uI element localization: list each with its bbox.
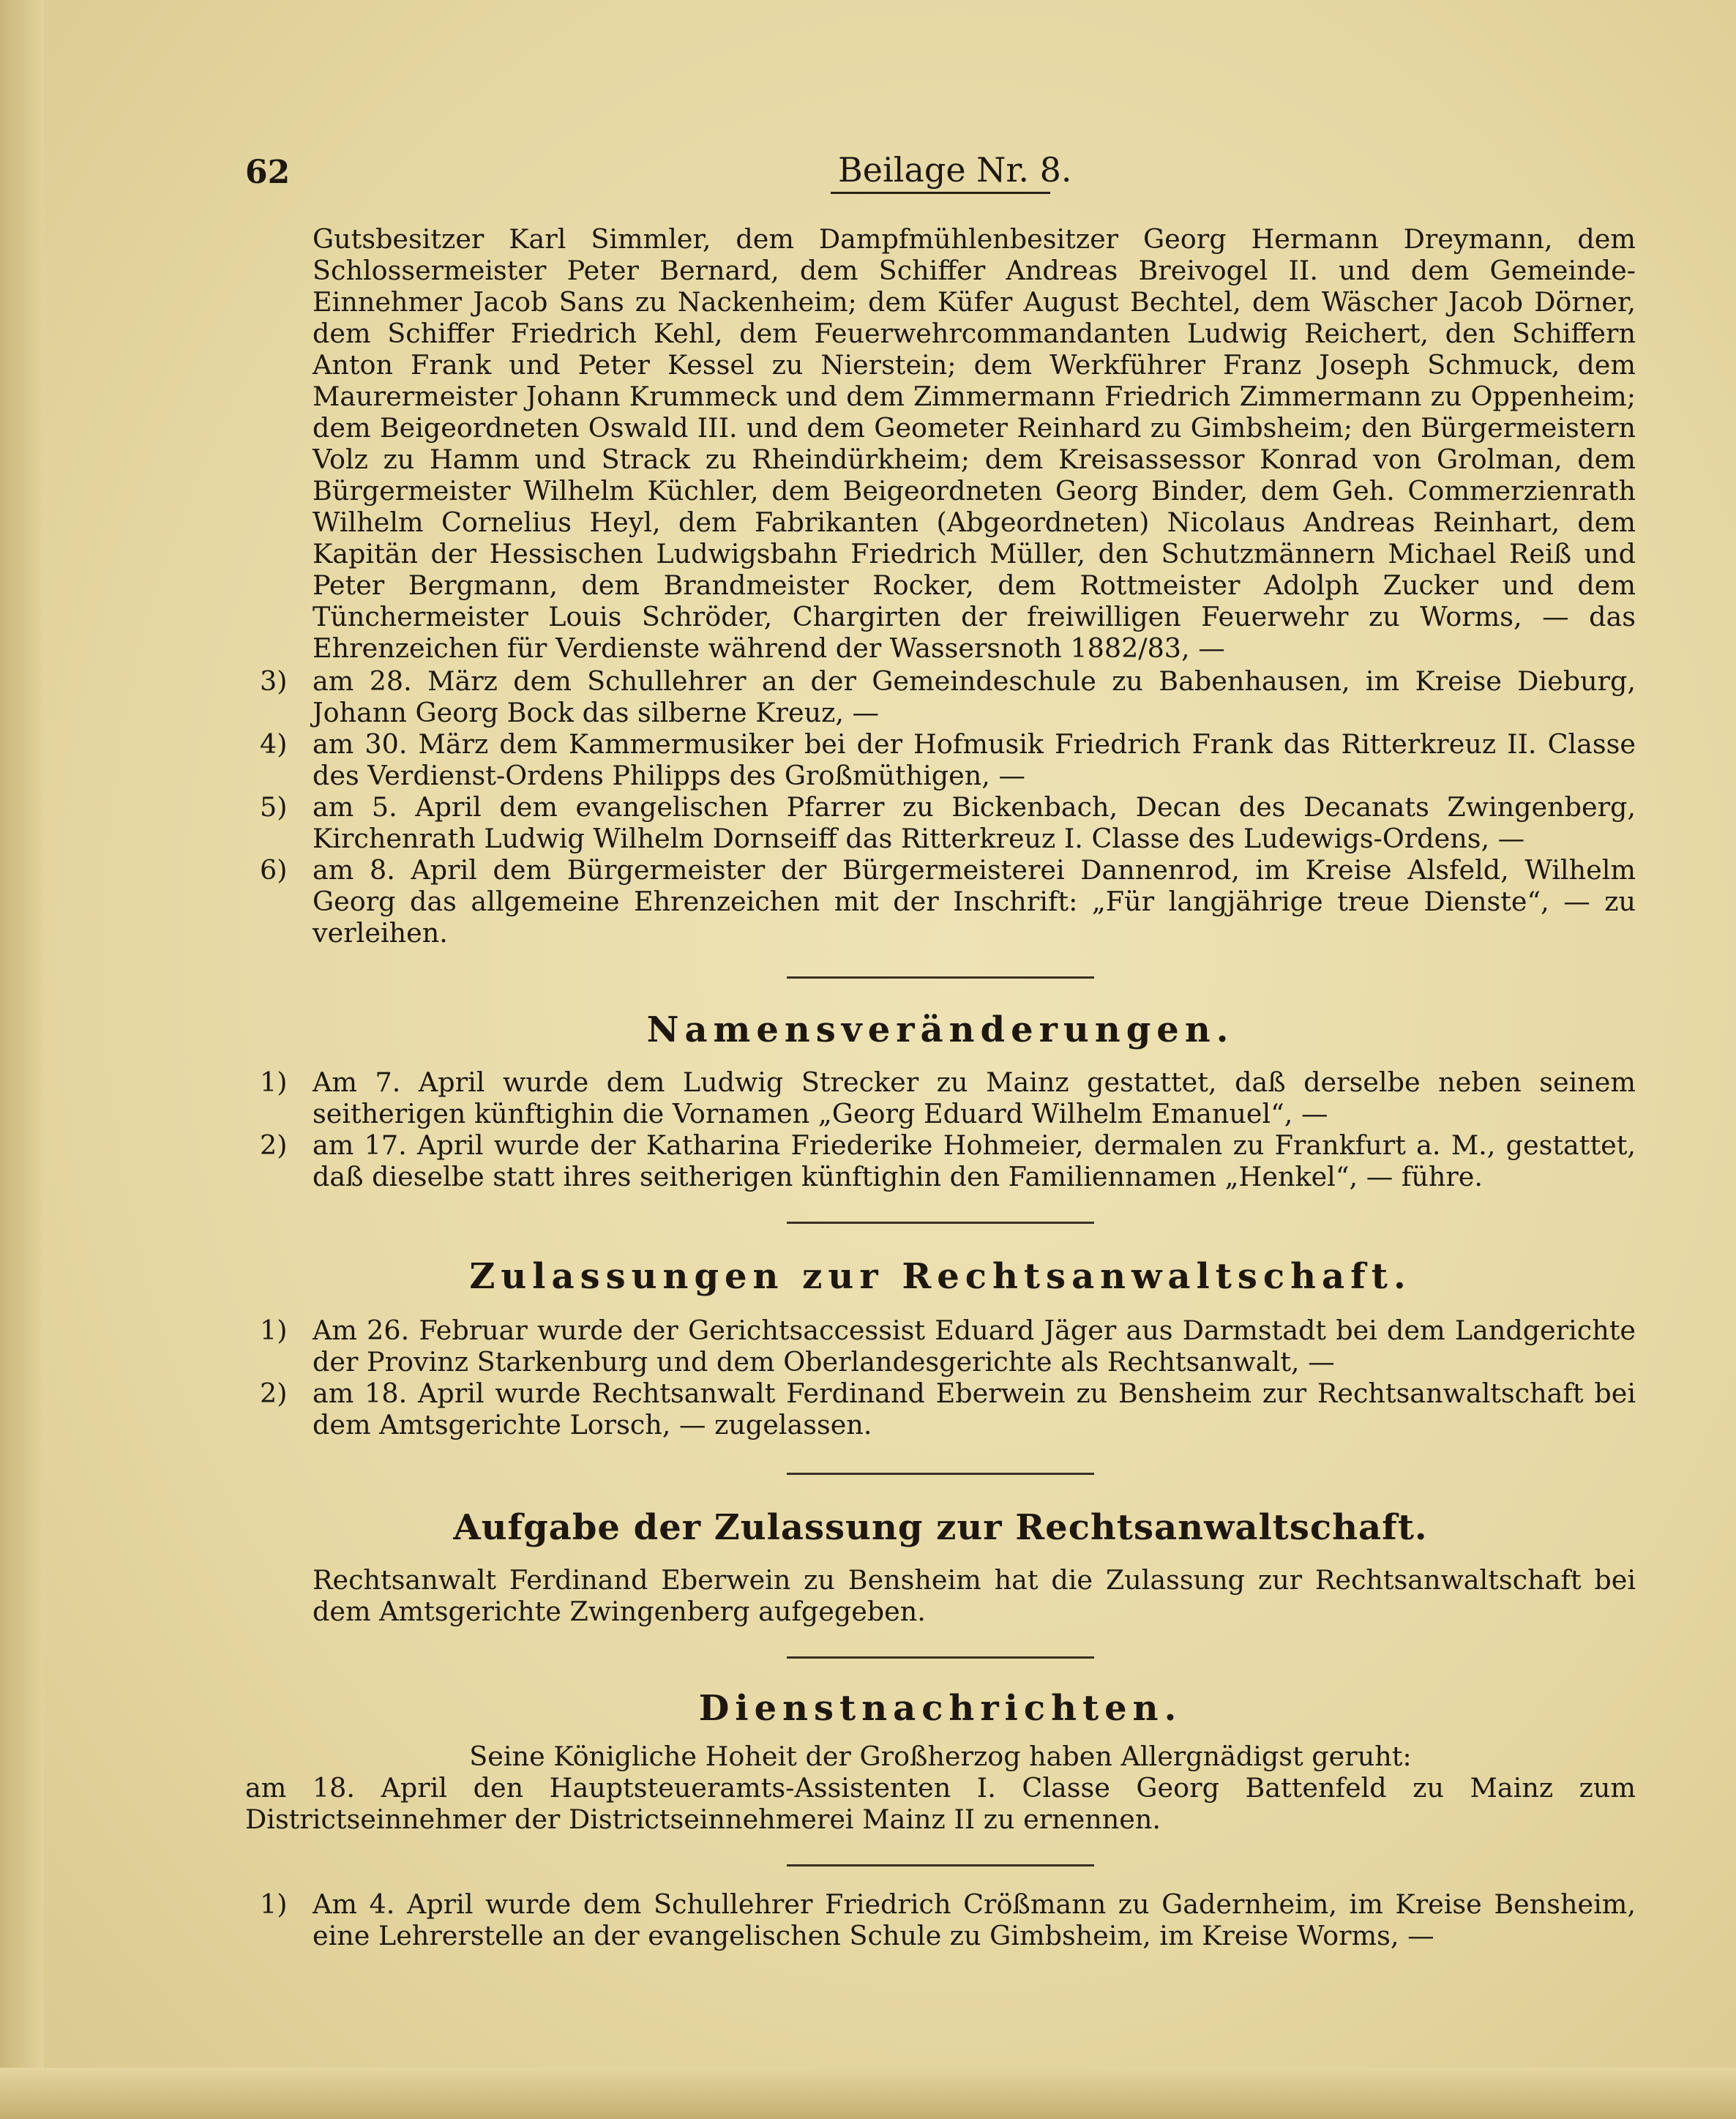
intro-paragraph: Gutsbesitzer Karl Simmler, dem Dampfmühlenbesitzer Georg Hermann Dreymann, dem Schlossermeister Peter Bernard, dem Schiffer Andreas Breivogel II. und dem Gemeinde-Einnehmer Jacob Sans zu Nackenheim; dem Küfer August Bechtel, dem Wäscher Jacob Dörner, dem Schiffer Friedrich Kehl, dem Feuerwehrcommandanten Ludwig Reichert, den Schiffern Anton Frank und Peter Kessel zu Nierstein; dem Werkführer Franz Joseph Schmuck, dem Maurermeister Johann Krummeck und dem Zimmermann Friedrich Zimmermann zu Oppenheim; dem Beigeordneten Oswald III. und dem Geometer Reinhard zu Gimbsheim; den Bürgermeistern Volz zu Hamm und Strack zu Rheindürkheim; dem Kreisassessor Konrad von Grolman, dem Bürgermeister Wilhelm Küchler, dem Beigeordneten Georg Binder, dem Geh. Commerzienrath Wilhelm Cornelius Heyl, dem Fabrikanten (Abgeordneten) Nicolaus Andreas Reinhart, dem Kapitän der Hessischen Ludwigsbahn Friedrich Müller, den Schutzmännern Michael Reiß und Peter Bergmann, dem Brandmeister Rocker, dem Rottmeister Adolph Zucker und dem Tünchermeister Louis Schröder, Chargirten der freiwilligen Feuerwehr zu Worms, — das Ehrenzeichen für Verdienste während der Wassersnoth 1882/83, —: [313, 223, 1636, 664]
item-text: am 5. April dem evangelischen Pfarrer zu Bickenbach, Decan des Decanats Zwingenberg, Kirchenrath Ludwig Wilhelm Dornseiff das Ritterkreuz I. Classe des Ludewigs-Ordens, —: [313, 791, 1636, 854]
list-item: [245, 1888, 1636, 1951]
section-heading-surrender: Aufgabe der Zulassung zur Rechtsanwaltschaft.: [453, 1507, 1428, 1548]
page-number: 62: [245, 154, 291, 191]
section-heading-admissions: Zulassungen zur Rechtsanwaltschaft.: [469, 1256, 1412, 1297]
service-subline: Seine Königliche Hoheit der Großherzog haben Allergnädigst geruht:: [469, 1741, 1412, 1772]
item-number: 2): [260, 1378, 288, 1409]
list-item: [245, 1378, 1636, 1440]
header-underline: [831, 192, 1050, 194]
item-number: 2): [260, 1129, 288, 1161]
item-number: 1): [260, 1315, 288, 1346]
header-title: Beilage Nr. 8.: [838, 150, 1072, 190]
list-item: [245, 791, 1636, 854]
item-text: Am 4. April wurde dem Schullehrer Friedrich Crößmann zu Gadernheim, im Kreise Bensheim, eine Lehrerstelle an der evangelischen Schule zu Gimbsheim, im Kreise Worms, —: [313, 1888, 1636, 1951]
list-item: [245, 854, 1636, 949]
item-text: am 17. April wurde der Katharina Friederike Hohmeier, dermalen zu Frankfurt a. M., gestattet, daß dieselbe statt ihres seitherigen künftighin den Familiennamen „Henkel“, — führe.: [313, 1129, 1636, 1192]
item-text: am 18. April wurde Rechtsanwalt Ferdinand Eberwein zu Bensheim zur Rechtsanwaltschaft bei dem Amtsgerichte Lorsch, — zugelassen.: [313, 1378, 1636, 1440]
awards-list: [245, 665, 1636, 949]
item-text: am 30. März dem Kammermusiker bei der Hofmusik Friedrich Frank das Ritterkreuz II. Classe des Verdienst-Ordens Philipps des Großmüthigen, —: [313, 728, 1636, 791]
page-content: [245, 223, 1636, 1951]
item-text: am 8. April dem Bürgermeister der Bürgermeisterei Dannenrod, im Kreise Alsfeld, Wilhelm Georg das allgemeine Ehrenzeichen mit der Inschrift: „Für langjährige treue Dienste“, — zu verleihen.: [313, 854, 1636, 949]
item-text: Am 7. April wurde dem Ludwig Strecker zu Mainz gestattet, daß derselbe neben seinem seitherigen künftighin die Vornamen „Georg Eduard Wilhelm Emanuel“, —: [313, 1066, 1636, 1129]
list-item: [245, 1066, 1636, 1129]
list-item: [245, 1129, 1636, 1192]
item-text: Am 26. Februar wurde der Gerichtsaccessist Eduard Jäger aus Darmstadt bei dem Landgerichte der Provinz Starkenburg und dem Oberlandesgerichte als Rechtsanwalt, —: [313, 1315, 1636, 1378]
section-divider: [787, 1222, 1094, 1224]
section-divider: [787, 1864, 1094, 1866]
page-edge-shadow: [0, 0, 44, 2119]
section-divider: [787, 1473, 1094, 1475]
item-number: 5): [260, 791, 288, 823]
list-item: [245, 1315, 1636, 1378]
item-number: 3): [260, 665, 288, 697]
item-text: am 28. März dem Schullehrer an der Gemeindeschule zu Babenhausen, im Kreise Dieburg, Johann Georg Bock das silberne Kreuz, —: [313, 665, 1636, 728]
item-number: 6): [260, 854, 288, 886]
section-heading-service: Dienstnachrichten.: [698, 1688, 1183, 1729]
list-item: [245, 665, 1636, 728]
surrender-paragraph: Rechtsanwalt Ferdinand Eberwein zu Bensheim hat die Zulassung zur Rechtsanwaltschaft bei dem Amtsgerichte Zwingenberg aufgegeben.: [313, 1564, 1636, 1627]
list-item: [245, 728, 1636, 791]
section-divider: [787, 1656, 1094, 1659]
section-divider: [787, 976, 1094, 979]
section-heading-name-changes: Namensveränderungen.: [646, 1009, 1235, 1050]
page-bottom-edge: [0, 2068, 1736, 2119]
item-number: 1): [260, 1066, 288, 1098]
item-number: 1): [260, 1888, 288, 1920]
item-number: 4): [260, 728, 288, 760]
appointment-paragraph: am 18. April den Hauptsteueramts-Assistenten I. Classe Georg Battenfeld zu Mainz zum Districtseinnehmer der Districtseinnehmerei Mainz II zu ernennen.: [245, 1772, 1636, 1835]
